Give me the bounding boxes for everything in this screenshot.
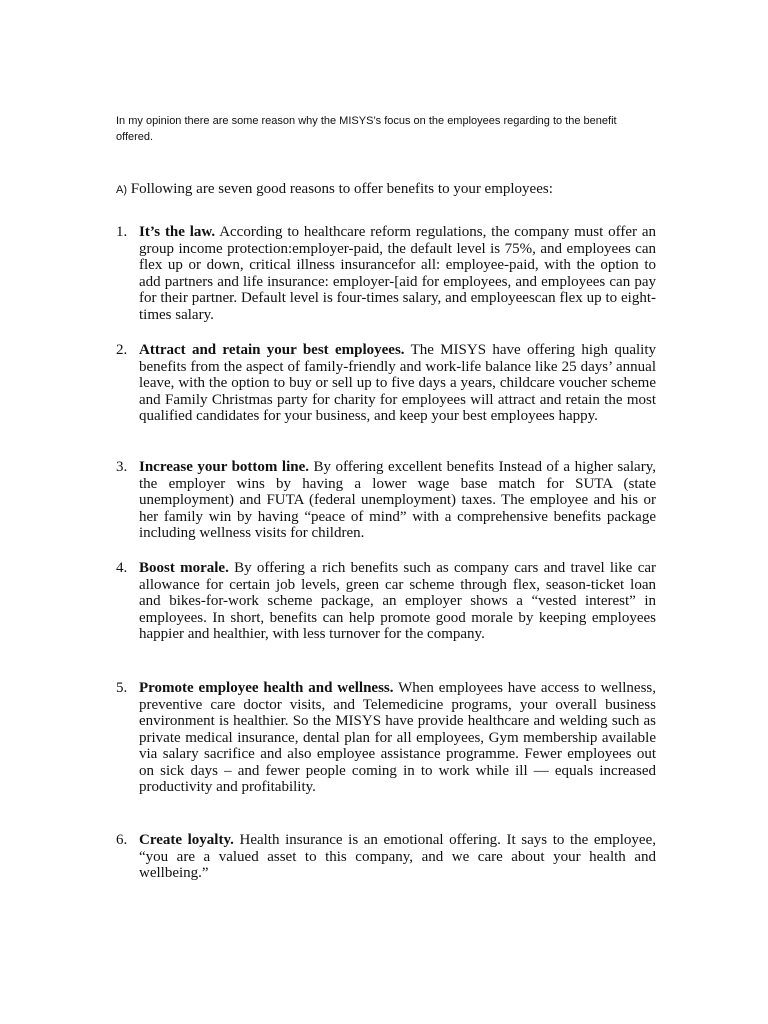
reason-item xyxy=(116,342,656,425)
reason-number: 2. xyxy=(116,342,128,358)
reason-text: Health insurance is an emotional offering. It says to the employee, “you are a valued asset to this company, and we care about your health and wellbeing.” xyxy=(139,832,656,881)
reason-title: Attract and retain your best employees. xyxy=(139,342,405,358)
reason-item xyxy=(116,832,656,882)
reason-item xyxy=(116,459,656,542)
heading-text: Following are seven good reasons to offer benefits to your employees: xyxy=(127,181,553,197)
reason-text: According to healthcare reform regulations, the company must offer an group income protection:employer-paid, the default level is 75%, and employees can flex up or down, critical illness insurancefor all: employee-paid, with the option to add partners and life insurance: employer-[aid for employees, and employees can pay for their partner. Default level is four-times salary, and employeescan flex up to eight-times salary. xyxy=(139,224,656,323)
reason-number: 3. xyxy=(116,459,128,475)
reason-title: Promote employee health and wellness. xyxy=(139,680,394,696)
reason-text: When employees have access to wellness, preventive care doctor visits, and Telemedicine programs, your overall business environment is healthier. So the MISYS have provide healthcare and welding such as private medical insurance, dental plan for all employees, Gym membership available via salary sacrifice and also employee assistance programme. Fewer employees out on sick days – and fewer people coming in to work while ill — equals increased productivity and profitability. xyxy=(139,680,656,795)
reason-number: 1. xyxy=(116,224,128,240)
reason-body xyxy=(139,680,656,796)
reason-body xyxy=(139,560,656,643)
reason-number: 4. xyxy=(116,560,128,576)
reason-body xyxy=(139,224,656,323)
reason-title: Increase your bottom line. xyxy=(139,459,309,475)
reason-item xyxy=(116,680,656,796)
reason-item xyxy=(116,224,656,323)
intro-paragraph: In my opinion there are some reason why the MISYS’s focus on the employees regarding to the benefit offered. xyxy=(116,115,617,143)
reasons-heading xyxy=(116,180,676,200)
reason-text: By offering excellent benefits Instead of a higher salary, the employer wins by having a lower wage base match for SUTA (state unemployment) and FUTA (federal unemployment) taxes. The employee and his or her family win by having “peace of mind” with a comprehensive benefits package including wellness visits for children. xyxy=(139,459,656,541)
reason-title: Create loyalty. xyxy=(139,832,234,848)
reason-title: Boost morale. xyxy=(139,560,229,576)
reason-body xyxy=(139,342,656,425)
reason-text: By offering a rich benefits such as company cars and travel like car allowance for certain job levels, green car scheme through flex, season-ticket loan and bikes-for-work scheme package, an employer shows a “vested interest” in employees. In short, benefits can help promote good morale by keeping employees happier and healthier, with less turnover for the company. xyxy=(139,560,657,642)
reason-number: 5. xyxy=(116,680,128,696)
reason-body xyxy=(139,459,656,542)
reason-number: 6. xyxy=(116,832,128,848)
reason-body xyxy=(139,832,656,882)
reason-title: It’s the law. xyxy=(139,224,216,240)
reason-item xyxy=(116,560,656,643)
heading-letter: A) xyxy=(116,184,127,196)
reason-text: The MISYS have offering high quality benefits from the aspect of family-friendly and work-life balance like 25 days’ annual leave, with the option to buy or sell up to five days a years, childcare voucher scheme and Family Christmas party for charity for employees will attract and retain the most qualified candidates for your business, and keep your best employees happy. xyxy=(139,342,656,424)
